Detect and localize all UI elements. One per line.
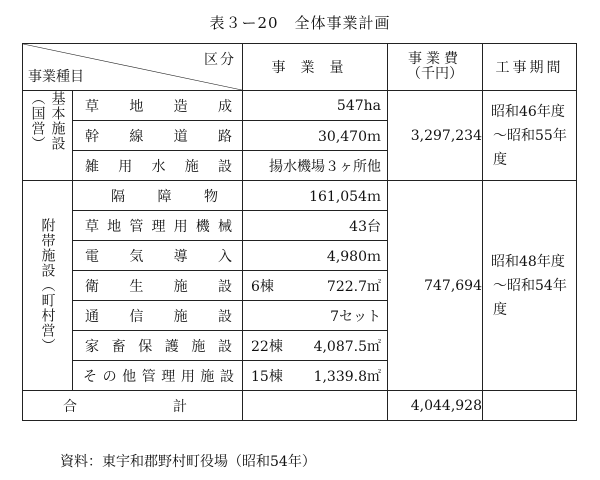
- item-qty: 1,339.8㎡: [313, 368, 381, 385]
- item-name-char: 電: [85, 248, 99, 265]
- table-title: 表３ー20 全体事業計画: [209, 14, 391, 32]
- group-label-cell: [23, 181, 73, 391]
- group-cost: 3,297,234: [388, 91, 483, 181]
- item-name-char: 用: [180, 368, 195, 385]
- project-plan-table: [22, 43, 577, 421]
- item-name-char: そ: [83, 368, 97, 385]
- item-qty-cell: [243, 91, 388, 121]
- item-name-char: 施: [200, 368, 215, 385]
- item-name-char: の: [102, 368, 117, 385]
- item-name-cell: [73, 151, 243, 181]
- period-end: ～昭和54年度: [493, 277, 567, 318]
- item-qty: 7セット: [330, 308, 381, 325]
- item-qty-cell: [243, 361, 388, 391]
- item-name-char: 畜: [111, 338, 126, 355]
- item-name-char: 入: [217, 248, 232, 265]
- item-name-cell: [73, 211, 243, 241]
- item-name-char: 械: [217, 218, 232, 235]
- item-name-cell: [73, 271, 243, 301]
- item-name-cell: [73, 121, 243, 151]
- item-name-cell: [73, 241, 243, 271]
- item-name-cell: [73, 91, 243, 121]
- item-name-char: 設: [217, 338, 232, 355]
- header-jigyo-ryo: 事業量: [243, 44, 388, 91]
- item-name-char: 施: [173, 278, 188, 295]
- item-name-char: 通: [85, 308, 99, 325]
- item-name-char: 設: [217, 278, 232, 295]
- total-cost: 4,044,928: [388, 391, 483, 421]
- group-label-cell: [23, 91, 73, 181]
- item-name-char: 地: [107, 218, 122, 235]
- item-name-char: 理: [161, 368, 176, 385]
- item-qty: 722.7㎡: [326, 278, 381, 295]
- total-row: [23, 391, 577, 421]
- item-name-char: 成: [217, 98, 232, 115]
- item-name: [73, 156, 242, 176]
- item-qty-cell: [243, 121, 388, 151]
- item-name-char: 家: [85, 338, 99, 355]
- total-label-a: 合: [63, 398, 77, 415]
- item-name-char: 造: [173, 98, 188, 115]
- item-name-char: 線: [129, 128, 144, 145]
- item-name: [73, 366, 242, 386]
- item-name-char: 隔: [111, 188, 125, 205]
- item-name-char: 施: [173, 308, 188, 325]
- item-name-char: 草: [85, 218, 99, 235]
- item-name: [73, 216, 242, 236]
- header-jigyo-hi-unit: （千円）: [407, 66, 463, 82]
- group-label: 基本施設（国営）: [29, 91, 66, 151]
- total-qty-cell: [243, 391, 388, 421]
- item-name-char: 機: [195, 218, 210, 235]
- item-name-char: 施: [184, 158, 199, 175]
- item-qty: 43台: [349, 218, 381, 235]
- item-qty: 4,980ｍ: [326, 248, 381, 265]
- item-name-char: 用: [173, 218, 188, 235]
- item-name: [73, 126, 242, 146]
- group-label: 附帯施設（町村営）: [39, 218, 56, 353]
- item-name-char: 理: [151, 218, 166, 235]
- item-qty: 161,054ｍ: [309, 188, 381, 205]
- item-name-char: 設: [219, 368, 234, 385]
- item-name-char: 地: [129, 98, 144, 115]
- item-qty-cell: [243, 151, 388, 181]
- header-koji-kikan: 工事期間: [483, 44, 577, 91]
- item-name-char: 生: [129, 278, 144, 295]
- period-start: 昭和48年度: [491, 253, 565, 270]
- header-kubun: 区分: [204, 52, 236, 68]
- item-name-cell: [73, 361, 243, 391]
- item-name-char: 信: [129, 308, 144, 325]
- header-jigyo-shurui: 事業種目: [28, 69, 84, 85]
- group-period-cell: [483, 91, 577, 181]
- item-name-cell: [73, 301, 243, 331]
- total-label-cell: [23, 391, 243, 421]
- item-name-char: 設: [217, 308, 232, 325]
- item-qty-left: 6棟: [251, 278, 274, 295]
- group-period-cell: [483, 181, 577, 391]
- item-qty: 4,087.5㎡: [313, 338, 381, 355]
- item-name: [73, 96, 242, 116]
- item-name-char: 気: [129, 248, 144, 265]
- item-qty: 30,470ｍ: [318, 128, 381, 145]
- item-name-char: 物: [204, 188, 218, 205]
- item-name-char: 用: [118, 158, 133, 175]
- item-qty-cell: [243, 331, 388, 361]
- item-name-char: 護: [164, 338, 179, 355]
- item-name-char: 路: [217, 128, 232, 145]
- item-qty-cell: [243, 301, 388, 331]
- item-name-char: 草: [85, 98, 99, 115]
- item-qty: 547ha: [336, 97, 381, 114]
- item-name-char: 施: [191, 338, 206, 355]
- item-qty-left: 15棟: [251, 368, 283, 385]
- item-name: [73, 276, 242, 296]
- diagonal-header-cell: [23, 44, 243, 91]
- item-name-cell: [73, 331, 243, 361]
- period-end: ～昭和55年度: [493, 127, 567, 168]
- item-qty-cell: [243, 211, 388, 241]
- item-name-cell: [73, 181, 243, 211]
- item-name-char: 設: [218, 158, 232, 175]
- item-name: [73, 186, 242, 206]
- item-qty-cell: [243, 241, 388, 271]
- item-qty-cell: [243, 181, 388, 211]
- item-name-char: 道: [173, 128, 188, 145]
- item-name: [73, 246, 242, 266]
- item-qty-cell: [243, 271, 388, 301]
- item-name: [73, 336, 242, 356]
- table-row: [23, 91, 577, 121]
- item-name-char: 管: [141, 368, 156, 385]
- item-name-char: 他: [122, 368, 137, 385]
- item-name-char: 雑: [85, 158, 99, 175]
- period-start: 昭和46年度: [491, 103, 565, 120]
- total-label-b: 計: [173, 398, 187, 415]
- item-name-char: 保: [138, 338, 153, 355]
- source-note: 資料：東宇和郡野村町役場（昭和54年）: [60, 454, 316, 470]
- item-qty: 揚水機場３ヶ所他: [269, 158, 381, 175]
- table-row: [23, 181, 577, 211]
- group-cost: 747,694: [388, 181, 483, 391]
- header-jigyo-hi-cell: [388, 44, 483, 91]
- item-name-char: 幹: [85, 128, 99, 145]
- total-period-cell: [483, 391, 577, 421]
- item-name-char: 導: [173, 248, 188, 265]
- item-name: [73, 306, 242, 326]
- item-name-char: 水: [151, 158, 166, 175]
- item-name-char: 管: [129, 218, 144, 235]
- header-jigyo-hi: 事業費: [408, 51, 462, 67]
- item-name-char: 衛: [85, 278, 99, 295]
- item-qty-left: 22棟: [251, 338, 283, 355]
- item-name-char: 障: [157, 188, 172, 205]
- header-row: [23, 44, 577, 91]
